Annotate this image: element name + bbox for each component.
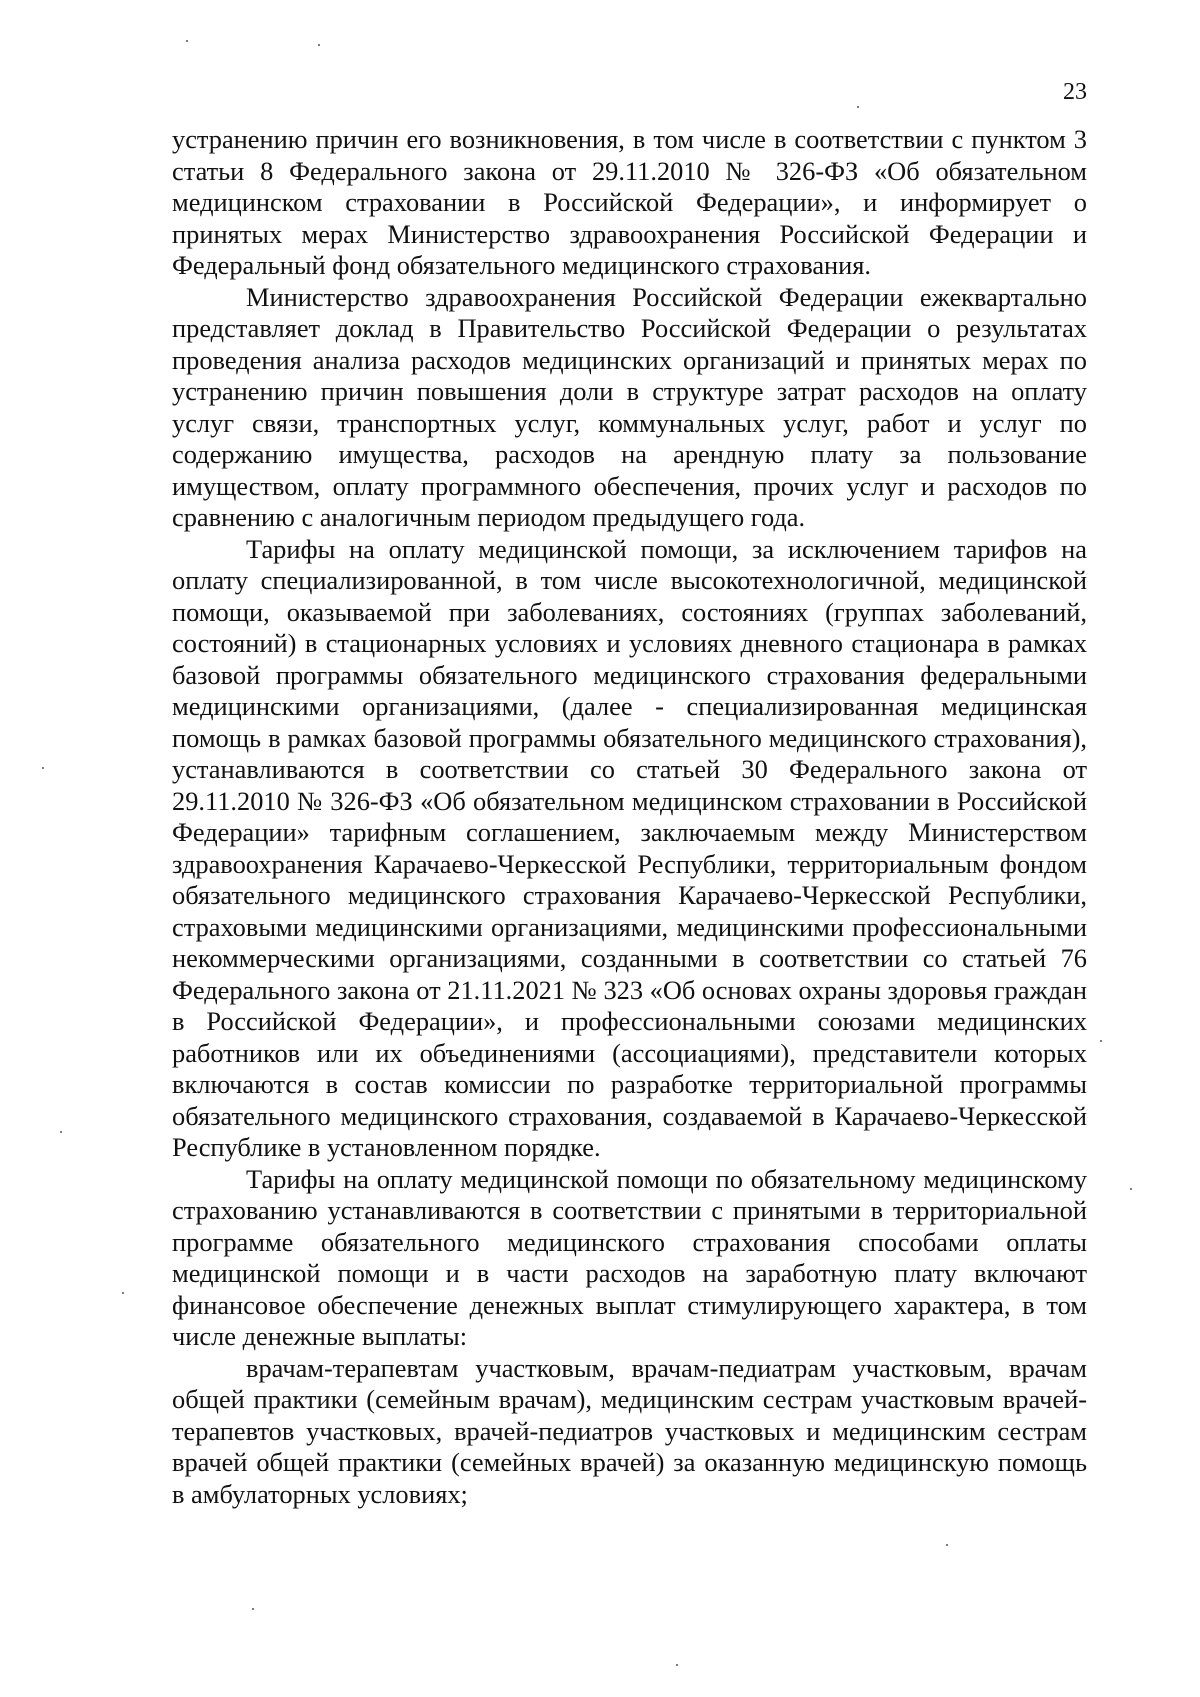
scan-speck: [1100, 1040, 1102, 1042]
scan-speck: [60, 1131, 62, 1133]
paragraph-4: Тарифы на оплату медицинской помощи по обязательному медицинскому страхованию устанавливаются в соответствии с принятыми в территориальной программе обязательного медицинского страхования способами оплаты медицинской помощи и в части расходов на заработную плату включают финансовое обеспечение денежных выплат стимулирующего характера, в том числе денежные выплаты:: [172, 1163, 1087, 1351]
scan-speck: [857, 106, 859, 108]
paragraph-2: Министерство здравоохранения Российской Федерации ежеквартально представляет доклад в Правительство Российской Федерации о результатах проведения анализа расходов медицинских организаций и принятых мерах по устранению причин повышения доли в структуре затрат расходов на оплату услуг связи, транспортных услуг, коммунальных услуг, работ и услуг по содержанию имущества, расходов на арендную плату за пользование имуществом, оплату программного обеспечения, прочих услуг и расходов по сравнению с аналогичным периодом предыдущего года.: [172, 281, 1087, 532]
scan-speck: [318, 44, 320, 46]
document-body: [172, 124, 1087, 1510]
scan-speck: [676, 1664, 678, 1666]
scan-speck: [122, 1292, 124, 1294]
scan-speck: [42, 767, 44, 769]
paragraph-5: врачам-терапевтам участковым, врачам-педиатрам участковым, врачам общей практики (семейным врачам), медицинским сестрам участковым врачей-терапевтов участковых, врачей-педиатров участковых и медицинским сестрам врачей общей практики (семейных врачей) за оказанную медицинскую помощь в амбулаторных условиях;: [172, 1352, 1087, 1509]
scan-speck: [946, 1544, 948, 1546]
page-number: 23: [1063, 79, 1087, 105]
paragraph-1: устранению причин его возникновения, в том числе в соответствии с пунктом 3 статьи 8 Федерального закона от 29.11.2010 № 326-ФЗ «Об обязательном медицинском страховании в Российской Федерации», и информирует о принятых мерах Министерство здравоохранения Российской Федерации и Федеральный фонд обязательного медицинского страхования.: [172, 124, 1087, 280]
paragraph-3: Тарифы на оплату медицинской помощи, за исключением тарифов на оплату специализированной, в том числе высокотехнологичной, медицинской помощи, оказываемой при заболеваниях, состояниях (группах заболеваний, состояний) в стационарных условиях и условиях дневного стационара в рамках базовой программы обязательного медицинского страхования федеральными медицинскими организациями, (далее - специализированная медицинская помощь в рамках базовой программы обязательного медицинского страхования), устанавливаются в соответствии со статьей 30 Федерального закона от 29.11.2010 № 326-ФЗ «Об обязательном медицинском страховании в Российской Федерации» тарифным соглашением, заключаемым между Министерством здравоохранения Карачаево-Черкесской Республики, территориальным фондом обязательного медицинского страхования Карачаево-Черкесской Республики, страховыми медицинскими организациями, медицинскими профессиональными некоммерческими организациями, созданными в соответствии со статьей 76 Федерального закона от 21.11.2021 № 323 «Об основах охраны здоровья граждан в Российской Федерации», и профессиональными союзами медицинских работников или их объединениями (ассоциациями), представители которых включаются в состав комиссии по разработке территориальной программы обязательного медицинского страхования, создаваемой в Карачаево-Черкесской Республике в установленном порядке.: [172, 533, 1087, 1162]
scan-speck: [1130, 1188, 1132, 1190]
scan-speck: [252, 1608, 254, 1610]
scan-speck: [186, 40, 188, 42]
